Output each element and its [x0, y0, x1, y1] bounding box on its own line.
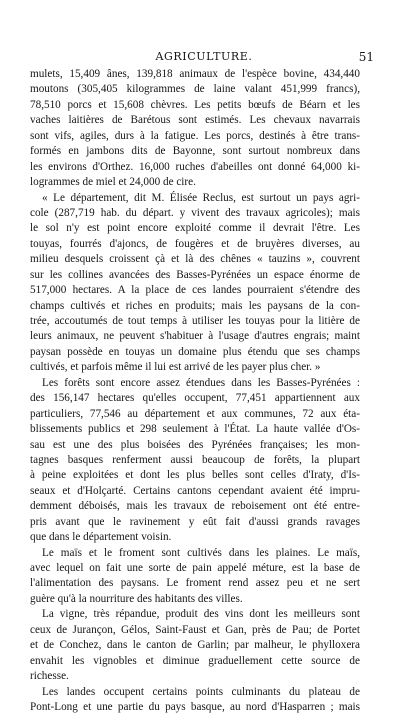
text-line: ceux de Jurançon, Gélos, Saint-Faust et Gan, près de Pau; de Portet — [30, 623, 360, 636]
text-line: champs cultivés et riches en produits; mais les paysans de la con- — [30, 299, 360, 312]
text-line: avec lequel on fait une sorte de pain appelé méture, est la base de — [30, 562, 360, 574]
text-line: tagnes basques renferment aussi beaucoup de forêts, la plupart — [30, 453, 360, 466]
text-line: 517,000 hectares. A la place de ces landes pourraient s'étendre des — [30, 284, 360, 297]
text-line: leurs animaux, ne peuvent s'habituer à l'usage d'autres engrais; maint — [30, 330, 360, 343]
text-line: La vigne, très répandue, produit des vins dont les meilleurs sont — [42, 608, 360, 621]
text-line: demment déboisés, mais les travaux de reboisement ont été entre- — [30, 500, 360, 513]
text-line: sau est une des plus boisées des Pyrénées françaises; les mon- — [30, 438, 360, 451]
text-line: cole (287,719 hab. du départ. y vivent des travaux agricoles); mais — [30, 206, 360, 219]
text-line: Le maïs et le froment sont cultivés dans les plaines. Le maïs, — [42, 546, 360, 559]
text-line: que dans le département voisin. — [30, 531, 172, 544]
text-line: le sol n'y est point encore exploité comme il devrait l'être. Les — [30, 222, 360, 235]
text-line: Pont-Long et une partie du pays basque, au nord d'Hasparren ; mais — [30, 700, 360, 713]
text-line: Les landes occupent certains points culminants du plateau de — [42, 685, 360, 698]
text-line: richesse. — [30, 670, 69, 683]
text-line: formés en jambons dits de Bayonne, sont surtout nombreux dans — [30, 145, 360, 158]
text-line: à peine exploitées et dont les plus belles sont celles d'Iraty, d'Is- — [30, 469, 360, 482]
text-line: blissements publics et 298 seulement à l'État. La haute vallée d'Os- — [30, 423, 360, 436]
running-title: AGRICULTURE. — [155, 50, 253, 63]
text-line: les environs d'Orthez. 16,000 ruches d'abeilles ont donné 64,000 ki- — [30, 160, 360, 173]
text-line: envahit les vignobles et diminue graduellement cette source de — [30, 654, 360, 667]
text-line: l'alimentation des paysans. Le froment rend assez peu et ne sert — [30, 577, 360, 590]
text-line: pris avant que le ravinement y eût fait d'aussi grands ravages — [30, 515, 360, 528]
text-line: des 156,147 hectares qu'elles occupent, 77,451 appartiennent aux — [30, 392, 360, 405]
page-header — [34, 50, 374, 66]
text-line: paysan possède en touyas un domaine plus étendu que ses champs — [30, 345, 360, 358]
text-line: vaches laitières de Barétous sont estimés. Les chevaux navarrais — [30, 114, 360, 127]
text-line: guère qu'à la nourriture des habitants des villes. — [30, 592, 243, 605]
text-line: « Le département, dit M. Élisée Reclus, est surtout un pays agri- — [42, 191, 360, 204]
body-text — [30, 67, 360, 715]
text-line: sont vifs, agiles, durs à la fatigue. Les porcs, destinés à être trans- — [30, 129, 360, 142]
text-line: logrammes de miel et 24,000 de cire. — [30, 176, 196, 189]
text-line: seaux et d'Holçarté. Certains cantons cependant avaient été impru- — [30, 484, 360, 497]
text-line: moutons (305,405 kilogrammes de laine valant 451,999 francs), — [30, 83, 360, 96]
text-line: cultivés, et parfois même il lui est arrivé de les payer plus cher. » — [30, 361, 321, 374]
text-line: mulets, 15,409 ânes, 139,818 animaux de l'espèce bovine, 434,440 — [30, 68, 360, 80]
page-number: 51 — [358, 50, 374, 64]
text-line: 78,510 porcs et 15,608 chèvres. Les petits bœufs de Béarn et les — [30, 98, 360, 111]
text-line: trée, accoutumés de tout temps à utiliser les touyas pour la litière de — [30, 315, 360, 327]
text-line: milieu desquels croissent çà et là des chênes « tauzins », couvrent — [30, 253, 360, 266]
text-line: et de Conchez, dans le canton de Garlin; par malheur, le phylloxera — [30, 639, 360, 652]
text-line: particuliers, 77,546 au département et aux communes, 72 aux éta- — [30, 407, 360, 420]
text-line: Les forêts sont encore assez étendues dans les Basses-Pyrénées : — [42, 376, 360, 389]
text-line: touyas, fourrés d'ajoncs, de fougères et de bruyères diverses, au — [30, 237, 360, 250]
text-line: sur les collines avancées des Basses-Pyrénées un espace énorme de — [30, 268, 360, 281]
